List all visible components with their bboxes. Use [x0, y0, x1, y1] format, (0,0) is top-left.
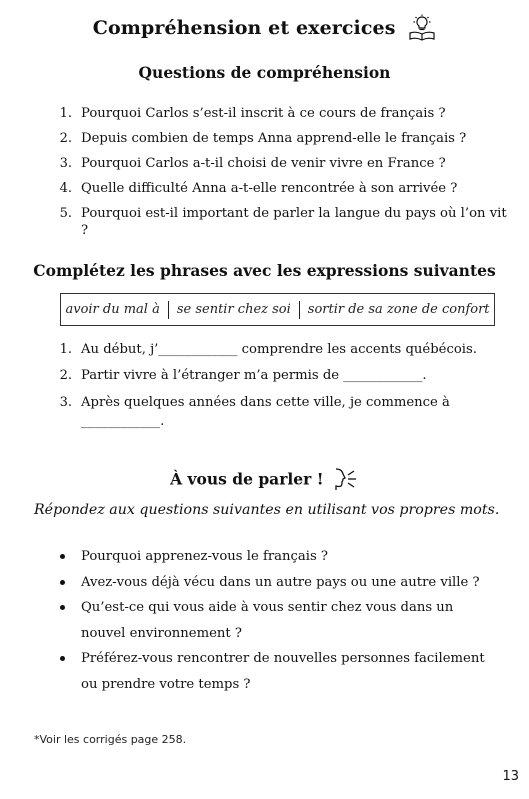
footnote: *Voir les corrigés page 258.: [34, 733, 187, 746]
list-item: Pourquoi apprenez-vous le français ?: [58, 544, 498, 570]
expressions-box: [60, 293, 495, 326]
bullet: [60, 605, 65, 610]
lightbulb-book-icon: [408, 14, 436, 42]
page-title: Compréhension et exercices: [92, 17, 396, 39]
list-item: 4. Quelle difficulté Anna a-t-elle rencontrée à son arrivée ?: [59, 181, 458, 196]
bullet: [60, 554, 65, 559]
speaking-heading-row: [0, 466, 529, 492]
list-item: 1. Au début, j’____________ comprendre les accents québécois.: [59, 342, 477, 357]
bullet: [60, 656, 65, 661]
expression: se sentir chez soi: [176, 302, 291, 317]
complete-heading: Complétez les phrases avec les expressions suivantes: [33, 261, 496, 280]
speaking-instruction: Répondez aux questions suivantes en utilisant vos propres mots.: [34, 502, 500, 518]
list-item: 1. Pourquoi Carlos s’est-il inscrit à ce cours de français ?: [59, 106, 446, 121]
comprehension-heading: Questions de compréhension: [138, 63, 391, 82]
speaking-heading: À vous de parler !: [170, 469, 324, 489]
list-item: Qu’est-ce qui vous aide à vous sentir chez vous dans un nouvel environnement ?: [58, 595, 498, 646]
separator: [168, 301, 169, 319]
list-item: 3. Pourquoi Carlos a-t-il choisi de venir vivre en France ?: [59, 156, 446, 171]
list-item: Avez-vous déjà vécu dans un autre pays ou une autre ville ?: [58, 570, 498, 596]
expression: sortir de sa zone de confort: [307, 302, 490, 317]
page-title-row: [0, 14, 529, 42]
list-item: 5. Pourquoi est-il important de parler la langue du pays où l’on vit ?: [59, 206, 507, 238]
separator: [299, 301, 300, 319]
list-item: 2. Depuis combien de temps Anna apprend-elle le français ?: [59, 131, 467, 146]
speaking-questions: [58, 544, 498, 697]
list-item: 3. Après quelques années dans cette ville, je commence à ____________.: [59, 395, 450, 429]
page-number: 13: [502, 769, 519, 784]
list-item: 2. Partir vivre à l’étranger m’a permis de ____________.: [59, 368, 427, 383]
bullet: [60, 580, 65, 585]
speaking-head-icon: [333, 466, 359, 492]
expression: avoir du mal à: [65, 302, 160, 317]
fill-sentences: [58, 341, 478, 431]
comprehension-questions: [58, 105, 508, 239]
list-item: Préférez-vous rencontrer de nouvelles personnes facilement ou prendre votre temps ?: [58, 646, 498, 697]
